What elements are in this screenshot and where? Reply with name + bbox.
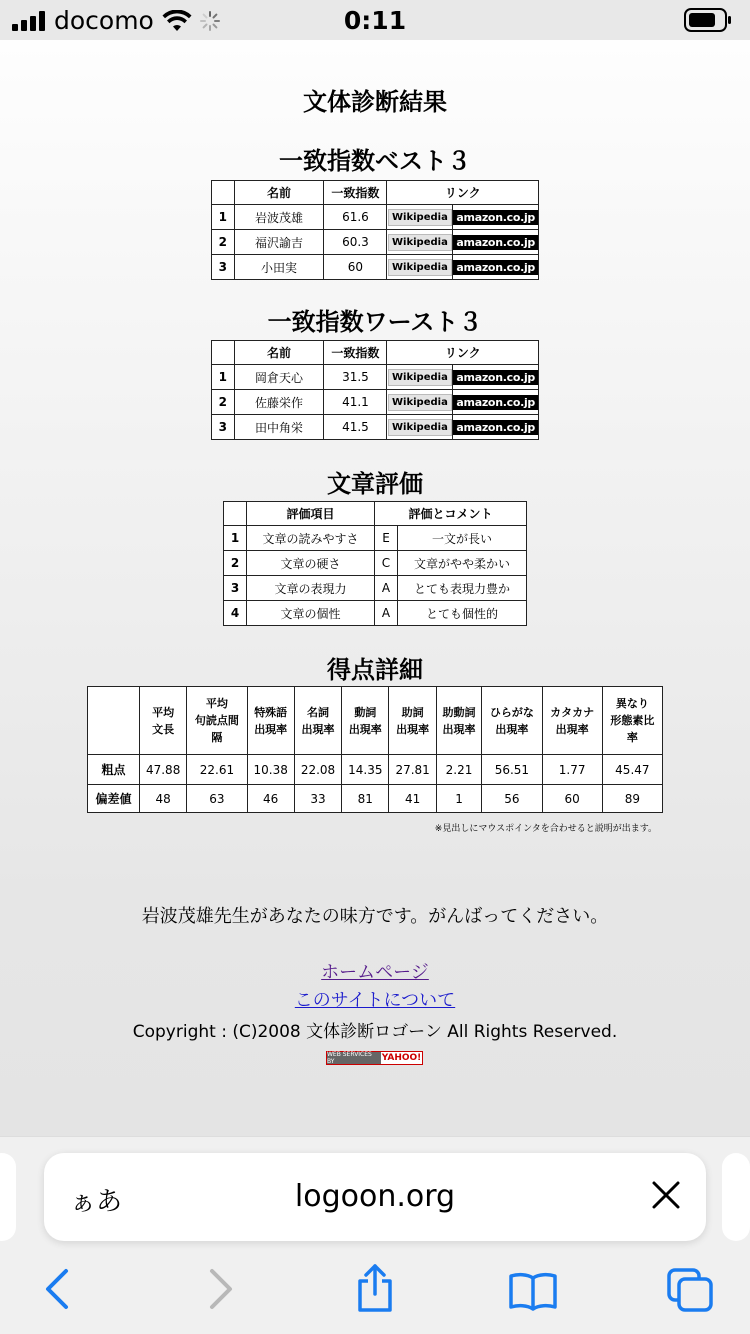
- forward-arrow-icon[interactable]: [206, 1267, 234, 1311]
- rank-cell: 3: [224, 576, 247, 601]
- score-column-header[interactable]: 助動詞 出現率: [436, 687, 482, 755]
- table-row: [212, 205, 539, 230]
- score-cell: 60: [324, 255, 387, 280]
- url-field[interactable]: logoon.org: [294, 1179, 456, 1214]
- bookmarks-icon[interactable]: [508, 1271, 558, 1311]
- wikipedia-link[interactable]: Wikipedia: [388, 419, 452, 436]
- name-cell: 小田実: [234, 255, 324, 280]
- score-value-cell: 45.47: [602, 755, 662, 785]
- score-value-cell: 33: [294, 785, 341, 813]
- score-column-header[interactable]: 動詞 出現率: [342, 687, 389, 755]
- score-value-cell: 10.38: [247, 755, 294, 785]
- score-value-cell: 48: [140, 785, 187, 813]
- score-column-header[interactable]: 特殊語 出現率: [247, 687, 294, 755]
- score-value-cell: 22.61: [187, 755, 247, 785]
- header-score: 一致指数: [324, 181, 387, 205]
- comment-cell: 文章がやや柔かい: [398, 551, 527, 576]
- item-cell: 文章の読みやすさ: [247, 526, 375, 551]
- amazon-link[interactable]: amazon.co.jp: [453, 235, 538, 250]
- header-link: リンク: [387, 181, 539, 205]
- score-value-cell: 1.77: [542, 755, 602, 785]
- score-column-header[interactable]: 異なり 形態素比 率: [602, 687, 662, 755]
- badge-right-text: YAHOO!: [381, 1053, 422, 1063]
- score-cell: 41.1: [324, 390, 387, 415]
- score-value-cell: 22.08: [294, 755, 341, 785]
- score-column-header[interactable]: 平均 句読点間 隔: [187, 687, 247, 755]
- clock: 0:11: [343, 6, 407, 35]
- score-value-cell: 81: [342, 785, 389, 813]
- table-row: [224, 526, 527, 551]
- hover-note: ※見出しにマウスポインタを合わせると説明が出ます。: [434, 824, 657, 834]
- rank-cell: 2: [212, 230, 235, 255]
- score-cell: 31.5: [324, 365, 387, 390]
- score-column-header[interactable]: カタカナ 出現率: [542, 687, 602, 755]
- score-value-cell: 60: [542, 785, 602, 813]
- evaluation-heading: 文章評価: [327, 470, 423, 498]
- header-comment: 評価とコメント: [375, 502, 527, 526]
- score-value-cell: 56: [482, 785, 542, 813]
- score-value-cell: 46: [247, 785, 294, 813]
- about-link[interactable]: [0, 986, 750, 1012]
- grade-cell: A: [375, 601, 398, 626]
- score-value-cell: 2.21: [436, 755, 482, 785]
- item-cell: 文章の個性: [247, 601, 375, 626]
- score-column-header[interactable]: 名詞 出現率: [294, 687, 341, 755]
- rank-cell: 1: [224, 526, 247, 551]
- text-size-button[interactable]: ぁあ: [70, 1187, 123, 1217]
- battery-icon: [684, 8, 732, 32]
- rank-cell: 1: [212, 205, 235, 230]
- rank-cell: 1: [212, 365, 235, 390]
- score-value-cell: 56.51: [482, 755, 542, 785]
- table-row: [88, 785, 663, 813]
- name-cell: 田中角栄: [234, 415, 324, 440]
- table-row: [212, 390, 539, 415]
- header-item: 評価項目: [247, 502, 375, 526]
- header-name: 名前: [234, 181, 324, 205]
- name-cell: 福沢諭吉: [234, 230, 324, 255]
- header-link: リンク: [387, 341, 539, 365]
- header-name: 名前: [234, 341, 324, 365]
- amazon-link[interactable]: amazon.co.jp: [453, 370, 538, 385]
- table-row: [88, 755, 663, 785]
- grade-cell: E: [375, 526, 398, 551]
- name-cell: 岡倉天心: [234, 365, 324, 390]
- comment-cell: とても表現力豊か: [398, 576, 527, 601]
- previous-tab-peek[interactable]: [0, 1153, 16, 1241]
- rank-cell: 2: [224, 551, 247, 576]
- rank-cell: 4: [224, 601, 247, 626]
- table-row: [212, 415, 539, 440]
- wikipedia-link[interactable]: Wikipedia: [388, 209, 452, 226]
- table-row: [224, 551, 527, 576]
- amazon-link[interactable]: amazon.co.jp: [453, 395, 538, 410]
- wikipedia-link[interactable]: Wikipedia: [388, 259, 452, 276]
- home-link-label[interactable]: ホームページ: [321, 962, 429, 983]
- page-title: 文体診断結果: [303, 88, 447, 116]
- next-tab-peek[interactable]: [722, 1153, 750, 1241]
- web-page-content: [0, 40, 750, 1136]
- address-bar[interactable]: [44, 1153, 706, 1241]
- score-value-cell: 63: [187, 785, 247, 813]
- table-row: [212, 365, 539, 390]
- table-row: [224, 601, 527, 626]
- tabs-icon[interactable]: [666, 1267, 714, 1313]
- table-row: [224, 576, 527, 601]
- score-value-cell: 47.88: [140, 755, 187, 785]
- evaluation-table: [223, 501, 527, 626]
- browser-bottom-bar: [0, 1136, 750, 1334]
- score-heading: 得点詳細: [327, 656, 423, 684]
- home-link[interactable]: [0, 958, 750, 984]
- comment-cell: 一文が長い: [398, 526, 527, 551]
- score-value-cell: 41: [389, 785, 436, 813]
- amazon-link[interactable]: amazon.co.jp: [453, 260, 538, 275]
- score-cell: 60.3: [324, 230, 387, 255]
- score-cell: 61.6: [324, 205, 387, 230]
- name-cell: 岩波茂雄: [234, 205, 324, 230]
- advice-message: 岩波茂雄先生があなたの味方です。がんばってください。: [141, 906, 609, 927]
- score-cell: 41.5: [324, 415, 387, 440]
- best-table: [211, 180, 539, 280]
- name-cell: 佐藤栄作: [234, 390, 324, 415]
- back-arrow-icon[interactable]: [44, 1267, 72, 1311]
- score-table: [87, 686, 663, 813]
- worst-table: [211, 340, 539, 440]
- share-icon[interactable]: [354, 1263, 396, 1313]
- header-score: 一致指数: [324, 341, 387, 365]
- score-column-header[interactable]: ひらがな 出現率: [482, 687, 542, 755]
- amazon-link[interactable]: amazon.co.jp: [453, 420, 538, 435]
- score-column-header[interactable]: 助詞 出現率: [389, 687, 436, 755]
- row-label: 粗点: [88, 755, 140, 785]
- table-row: [212, 230, 539, 255]
- carrier-name: docomo: [54, 6, 154, 35]
- grade-cell: C: [375, 551, 398, 576]
- score-value-cell: 89: [602, 785, 662, 813]
- rank-cell: 2: [212, 390, 235, 415]
- item-cell: 文章の表現力: [247, 576, 375, 601]
- close-icon[interactable]: [650, 1179, 682, 1211]
- badge-left-text: WEB SERVICES BY: [327, 1052, 381, 1064]
- rank-cell: 3: [212, 255, 235, 280]
- wikipedia-link[interactable]: Wikipedia: [388, 369, 452, 386]
- score-value-cell: 1: [436, 785, 482, 813]
- score-value-cell: 27.81: [389, 755, 436, 785]
- about-link-label[interactable]: このサイトについて: [294, 990, 456, 1011]
- status-bar: [0, 0, 750, 40]
- amazon-link[interactable]: amazon.co.jp: [453, 210, 538, 225]
- score-column-header[interactable]: 平均 文長: [140, 687, 187, 755]
- best-heading: 一致指数ベスト３: [279, 147, 471, 175]
- score-value-cell: 14.35: [342, 755, 389, 785]
- table-row: [212, 255, 539, 280]
- grade-cell: A: [375, 576, 398, 601]
- worst-heading: 一致指数ワースト３: [267, 308, 483, 336]
- comment-cell: とても個性的: [398, 601, 527, 626]
- wikipedia-link[interactable]: Wikipedia: [388, 394, 452, 411]
- item-cell: 文章の硬さ: [247, 551, 375, 576]
- yahoo-badge[interactable]: [326, 1051, 423, 1065]
- copyright: Copyright : (C)2008 文体診断ロゴーン All Rights Reserved.: [132, 1022, 618, 1042]
- wikipedia-link[interactable]: Wikipedia: [388, 234, 452, 251]
- row-label: 偏差値: [88, 785, 140, 813]
- rank-cell: 3: [212, 415, 235, 440]
